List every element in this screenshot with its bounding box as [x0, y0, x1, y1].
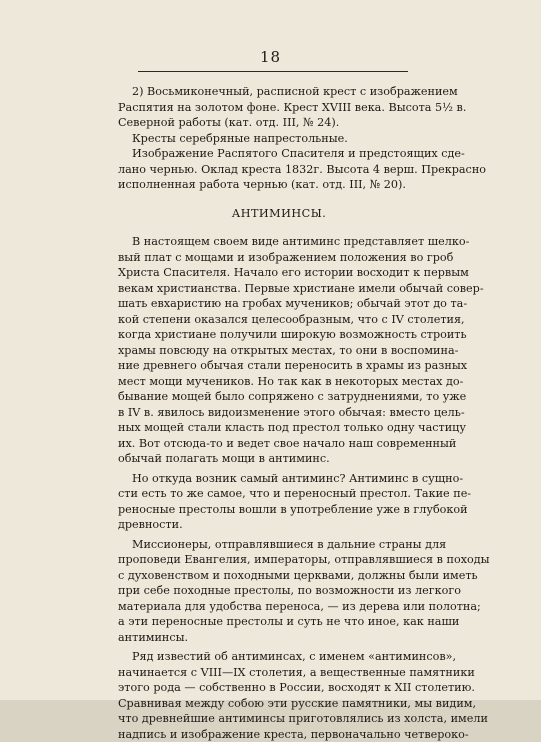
text-line: Сравнивая между собою эти русские памятники, мы видим,	[118, 696, 440, 712]
text-line: шать евхаристию на гробах мучеников; обычай этот до та-	[118, 296, 440, 312]
text-line: что древнейшие антиминсы приготовлялись из холста, имели	[118, 711, 440, 727]
text-line: 2) Восьмиконечный, расписной крест с изображением	[118, 84, 440, 100]
text-line: при себе походные престолы, по возможности из легкого	[118, 583, 440, 599]
text-line: Северной работы (кат. отд. III, № 24).	[118, 115, 440, 131]
text-line: их. Вот отсюда-то и ведет свое начало наш современный	[118, 436, 440, 452]
crucifixion-paragraph	[118, 146, 440, 193]
item-2-paragraph	[118, 84, 440, 131]
text-line: Кресты серебряные напрестольные.	[118, 131, 440, 147]
text-line: мест мощи мучеников. Но так как в некоторых местах до-	[118, 374, 440, 390]
text-line: материала для удобства переноса, — из дерева или полотна;	[118, 599, 440, 615]
text-line: В настоящем своем виде антиминс представляет шелко-	[118, 234, 440, 250]
paragraph-2	[118, 471, 440, 533]
text-line: Изображение Распятого Спасителя и предстоящих сде-	[118, 146, 440, 162]
page-body	[118, 84, 440, 742]
text-line: кой степени оказался целесообразным, что с IV столетия,	[118, 312, 440, 328]
paragraph-4	[118, 649, 440, 742]
silver-crosses-heading	[118, 131, 440, 147]
text-line: этого рода — собственно в России, восходят к XII столетию.	[118, 680, 440, 696]
text-line: антиминсы.	[118, 630, 440, 646]
page-number: 18	[0, 48, 541, 66]
text-line: сти есть то же самое, что и переносный престол. Такие пе-	[118, 486, 440, 502]
text-line: бывание мощей было сопряжено с затруднениями, то уже	[118, 389, 440, 405]
text-line: векам христианства. Первые христиане имели обычай совер-	[118, 281, 440, 297]
text-line: Распятия на золотом фоне. Крест XVIII века. Высота 5½ в.	[118, 100, 440, 116]
text-line: лано чернью. Оклад креста 1832г. Высота 4 верш. Прекрасно	[118, 162, 440, 178]
paragraph-3	[118, 537, 440, 646]
header-rule	[138, 71, 408, 72]
text-line: ние древнего обычая стали переносить в храмы из разных	[118, 358, 440, 374]
text-line: Миссионеры, отправлявшиеся в дальние страны для	[118, 537, 440, 553]
text-line: исполненная работа чернью (кат. отд. III, № 20).	[118, 177, 440, 193]
text-line: обычай полагать мощи в антиминс.	[118, 451, 440, 467]
paragraph-1	[118, 234, 440, 467]
text-line: начинается с VIII—IX столетия, а вещественные памятники	[118, 665, 440, 681]
text-line: с духовенством и походными церквами, должны были иметь	[118, 568, 440, 584]
text-line: в IV в. явилось видоизменение этого обычая: вместо цель-	[118, 405, 440, 421]
text-line: когда христиане получили широкую возможность строить	[118, 327, 440, 343]
text-line: Но откуда возник самый антиминс? Антиминс в сущно-	[118, 471, 440, 487]
text-line: надпись и изображение креста, первоначально четвероко-	[118, 727, 440, 742]
text-line: древности.	[118, 517, 440, 533]
text-line: а эти переносные престолы и суть не что иное, как наши	[118, 614, 440, 630]
text-line: Ряд известий об антиминсах, с именем «антиминсов»,	[118, 649, 440, 665]
section-heading: АНТИМИНСЫ.	[118, 206, 440, 222]
text-line: храмы повсюду на открытых местах, то они в воспомина-	[118, 343, 440, 359]
text-line: проповеди Евангелия, императоры, отправлявшиеся в походы	[118, 552, 440, 568]
text-line: Христа Спасителя. Начало его истории восходит к первым	[118, 265, 440, 281]
text-line: ных мощей стали класть под престол только одну частицу	[118, 420, 440, 436]
text-line: вый плат с мощами и изображением положения во гроб	[118, 250, 440, 266]
text-line: реносные престолы вошли в употребление уже в глубокой	[118, 502, 440, 518]
